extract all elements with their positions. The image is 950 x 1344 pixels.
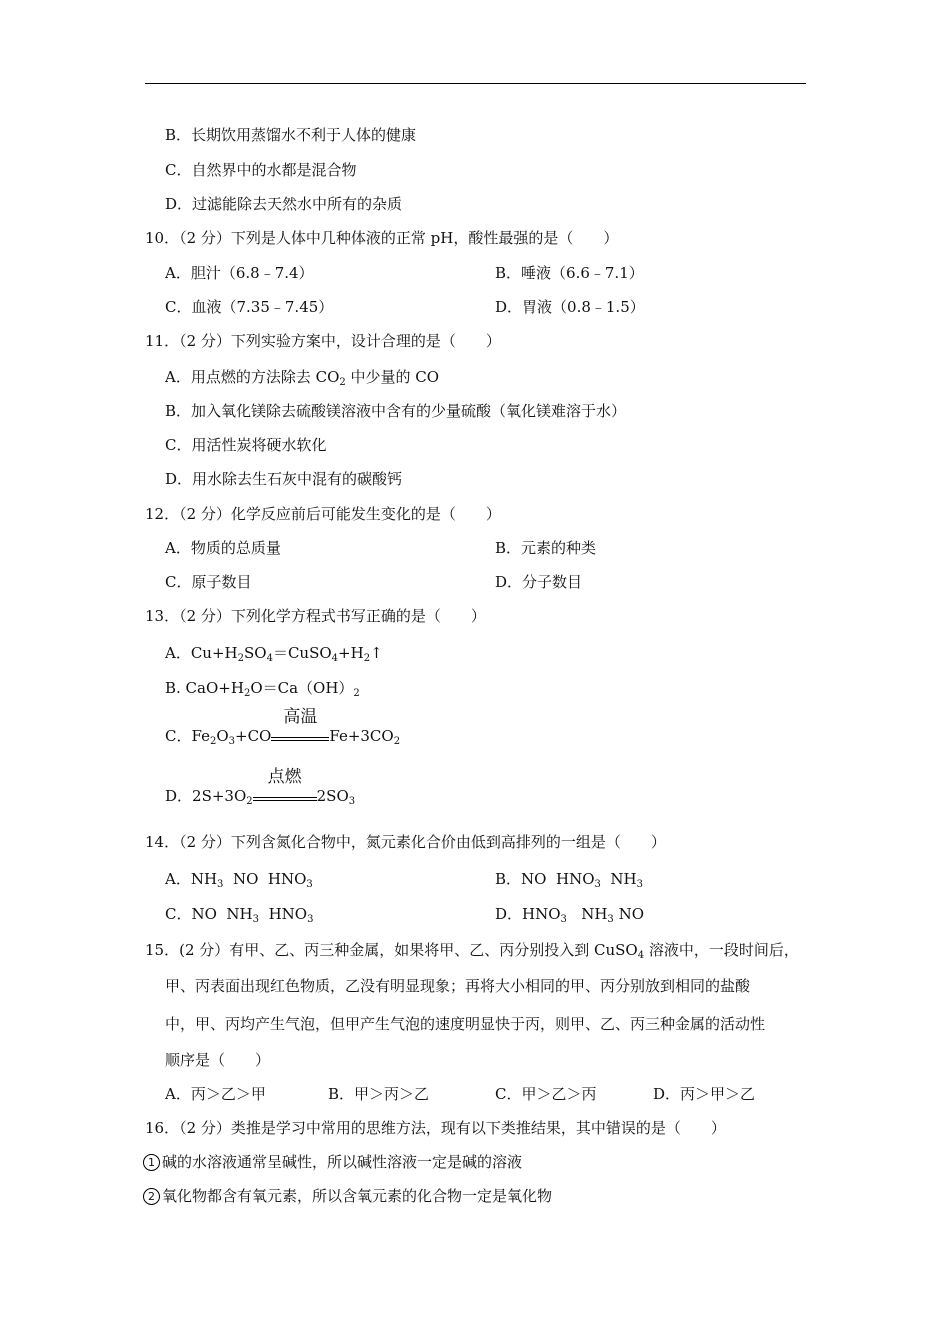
q9-option-b: B．长期饮用蒸馏水不利于人体的健康 [165, 126, 417, 144]
q13-option-b: B. $CaO+H_2O=Ca(OH)_2$ [165, 679, 360, 699]
q14-option-c: C．NO $NH_3$ $HNO_3$ [165, 905, 314, 925]
circled-number-2: 2 [143, 1188, 160, 1205]
q10-option-c: C．血液（7.35﹣7.45） [165, 298, 334, 316]
q15-option-d: D．丙＞甲＞乙 [653, 1085, 756, 1103]
q10-stem: 10．（2 分）下列是人体中几种体液的正常 pH，酸性最强的是（ ） [145, 229, 619, 247]
q11-option-c: C．用活性炭将硬水软化 [165, 436, 327, 454]
q13-option-a: A．$Cu+H_2SO_4=CuSO_4+H_2↑$ [165, 644, 383, 664]
circled-number-1: 1 [143, 1154, 160, 1171]
reaction-condition-high-temp: 高温 [271, 726, 329, 746]
q12-option-a: A．物质的总质量 [165, 539, 281, 557]
q15-option-a: A．丙＞乙＞甲 [165, 1085, 266, 1103]
q16-statement-1: 1 碱的水溶液通常呈碱性，所以碱性溶液一定是碱的溶液 [143, 1152, 522, 1172]
q16-stem: 16．（2 分）类推是学习中常用的思维方法，现有以下类推结果，其中错误的是（ ） [145, 1119, 726, 1137]
q11-option-a: A．用点燃的方法除去 $CO_2$ 中少量的 CO [165, 368, 440, 388]
q13-option-d: D．$2S+3O_2$ 点燃 $2SO_3$ [165, 767, 356, 807]
q12-option-d: D．分子数目 [495, 573, 583, 591]
q10-option-b: B．唾液（6.6﹣7.1） [495, 264, 644, 282]
q11-option-b: B．加入氧化镁除去硫酸镁溶液中含有的少量硫酸（氧化镁难溶于水） [165, 402, 627, 420]
q15-stem-line-2: 甲、丙表面出现红色物质，乙没有明显现象；再将大小相同的甲、丙分别放到相同的盐酸 [165, 977, 751, 995]
q9-option-d: D．过滤能除去天然水中所有的杂质 [165, 195, 403, 213]
header-rule [145, 83, 806, 84]
q15-stem-line-1: 15．(2 分）有甲、乙、丙三种金属，如果将甲、乙、丙分别投入到 CuSO$_4$ 溶液中，一段时间后， [145, 941, 799, 961]
q14-stem: 14．（2 分）下列含氮化合物中，氮元素化合价由低到高排列的一组是（ ） [145, 833, 666, 851]
q15-option-c: C．甲＞乙＞丙 [495, 1085, 597, 1103]
q15-stem-line-3: 中，甲、丙均产生气泡，但甲产生气泡的速度明显快于丙，则甲、乙、丙三种金属的活动性 [165, 1015, 766, 1033]
q14-option-b: B．NO $HNO_3$ $NH_3$ [495, 870, 643, 890]
q14-option-a: A．$NH_3$ NO $HNO_3$ [165, 870, 313, 890]
q10-option-d: D．胃液（0.8﹣1.5） [495, 298, 645, 316]
q9-option-c: C．自然界中的水都是混合物 [165, 161, 357, 179]
q11-option-d: D．用水除去生石灰中混有的碳酸钙 [165, 470, 403, 488]
q13-option-c: C．$Fe_2O_3+CO$ 高温 $Fe+3CO_2$ [165, 707, 401, 747]
q11-stem: 11．（2 分）下列实验方案中，设计合理的是（ ） [145, 332, 501, 350]
q12-option-b: B．元素的种类 [495, 539, 597, 557]
q13-stem: 13．（2 分）下列化学方程式书写正确的是（ ） [145, 607, 486, 625]
q15-stem-line-4: 顺序是（ ） [165, 1051, 271, 1069]
q12-stem: 12．（2 分）化学反应前后可能发生变化的是（ ） [145, 505, 501, 523]
q16-statement-2: 2 氧化物都含有氧元素，所以含氧元素的化合物一定是氧化物 [143, 1186, 552, 1206]
reaction-condition-ignite: 点燃 [253, 786, 317, 806]
q12-option-c: C．原子数目 [165, 573, 252, 591]
q14-option-d: D．$HNO_3$ $NH_3$ NO [495, 905, 644, 925]
q10-option-a: A．胆汁（6.8﹣7.4） [165, 264, 314, 282]
q15-option-b: B．甲＞丙＞乙 [328, 1085, 430, 1103]
